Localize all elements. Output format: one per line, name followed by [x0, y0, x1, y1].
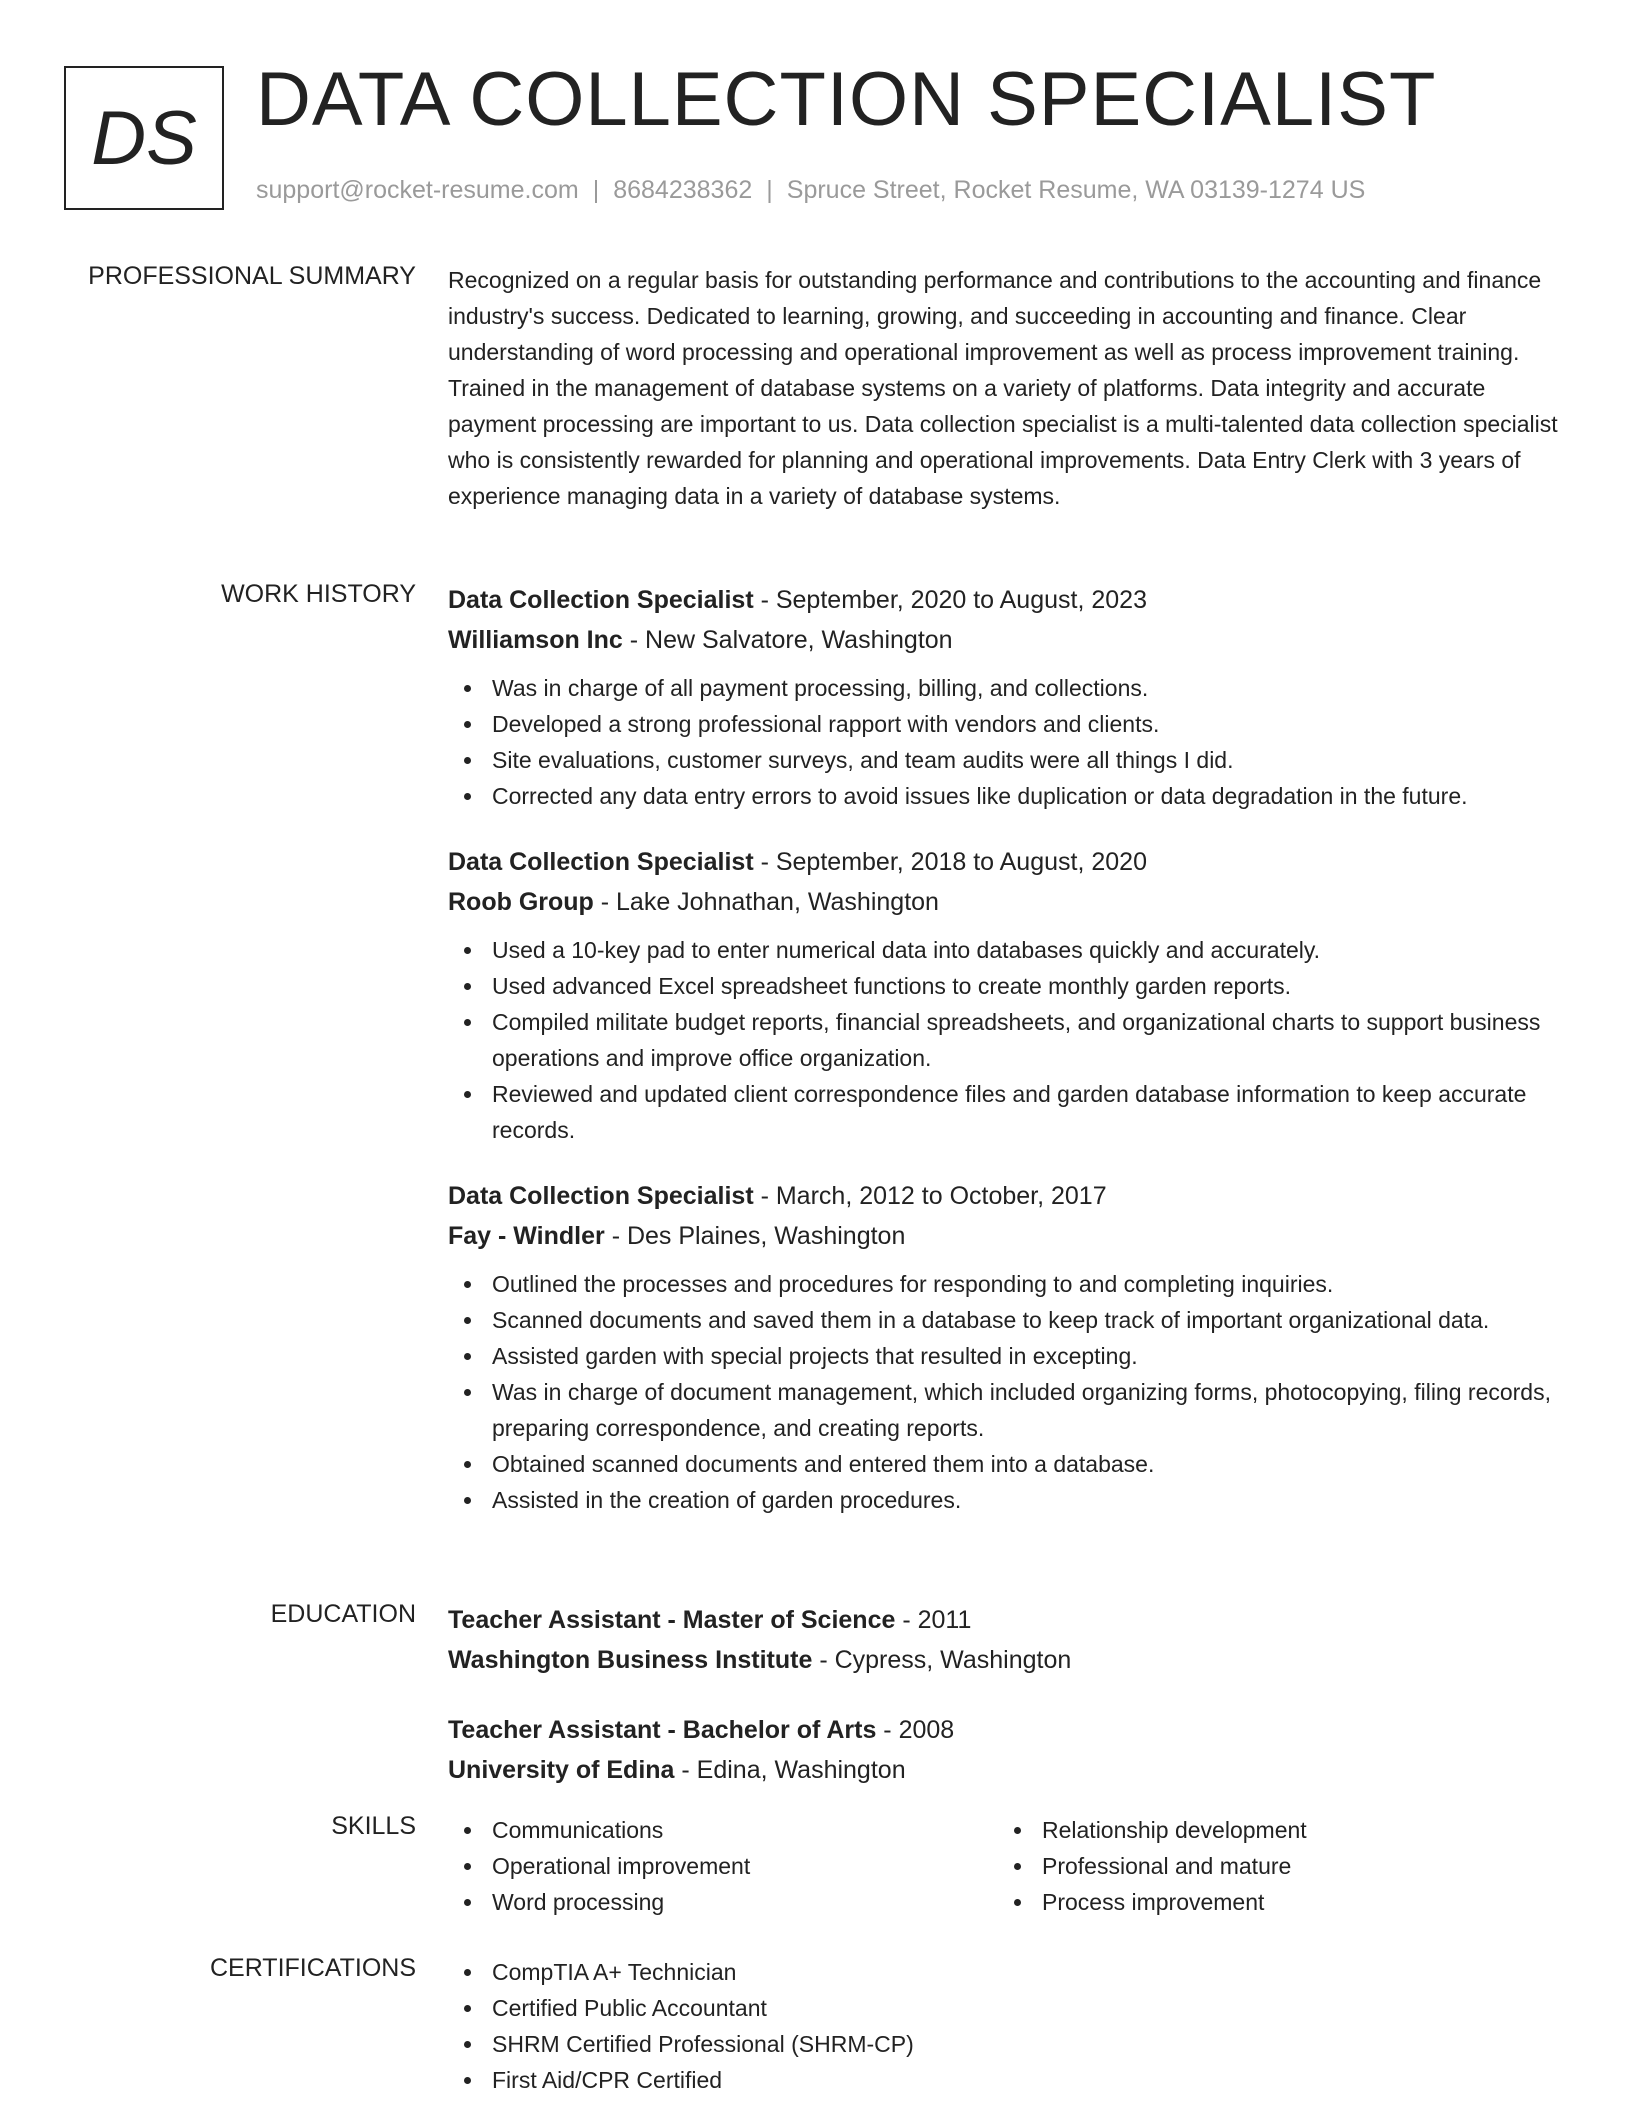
- section-title-work-history: WORK HISTORY: [221, 580, 416, 608]
- list-item: Word processing: [448, 1884, 998, 1920]
- list-item: Used advanced Excel spreadsheet functions to create monthly garden reports.: [448, 968, 1558, 1004]
- list-item: Developed a strong professional rapport with vendors and clients.: [448, 706, 1558, 742]
- section-title-summary: PROFESSIONAL SUMMARY: [88, 262, 416, 290]
- education-location: - Cypress, Washington: [812, 1646, 1072, 1674]
- list-item: Process improvement: [998, 1884, 1548, 1920]
- education-degree: Teacher Assistant - Bachelor of Arts: [448, 1716, 877, 1744]
- list-item: Was in charge of all payment processing, billing, and collections.: [448, 670, 1558, 706]
- job-bullets: [448, 1266, 1558, 1518]
- list-item: Scanned documents and saved them in a database to keep track of important organizational data.: [448, 1302, 1558, 1338]
- list-item: Certified Public Accountant: [448, 1990, 1558, 2026]
- monogram-logo: [64, 66, 224, 210]
- contact-phone[interactable]: 8684238362: [613, 176, 753, 204]
- job-company: Roob Group: [448, 888, 594, 916]
- job-role: Data Collection Specialist: [448, 1182, 754, 1210]
- list-item: Obtained scanned documents and entered them into a database.: [448, 1446, 1558, 1482]
- list-item: Outlined the processes and procedures for responding to and completing inquiries.: [448, 1266, 1558, 1302]
- education-school-line: [448, 1640, 1558, 1680]
- job-bullets: [448, 670, 1558, 814]
- job-entry: [448, 1176, 1558, 1518]
- contact-separator: |: [592, 176, 600, 204]
- job-company: Fay - Windler: [448, 1222, 605, 1250]
- section-title-skills: SKILLS: [331, 1812, 416, 1840]
- section-title-education: EDUCATION: [270, 1600, 416, 1628]
- job-title-line: [448, 580, 1558, 620]
- education-location: - Edina, Washington: [674, 1756, 906, 1784]
- list-item: Assisted in the creation of garden procedures.: [448, 1482, 1558, 1518]
- job-dates: - March, 2012 to October, 2017: [753, 1182, 1107, 1210]
- list-item: Used a 10-key pad to enter numerical data into databases quickly and accurately.: [448, 932, 1558, 968]
- list-item: First Aid/CPR Certified: [448, 2062, 1558, 2098]
- list-item: CompTIA A+ Technician: [448, 1954, 1558, 1990]
- education-entry: [448, 1710, 1558, 1790]
- education-entry: [448, 1600, 1558, 1680]
- work-history-list: [448, 580, 1558, 1546]
- education-degree-line: [448, 1600, 1558, 1640]
- job-dates: - September, 2020 to August, 2023: [753, 586, 1147, 614]
- job-role: Data Collection Specialist: [448, 848, 754, 876]
- education-degree: Teacher Assistant - Master of Science: [448, 1606, 896, 1634]
- monogram-text: DS: [91, 95, 197, 181]
- list-item: Reviewed and updated client correspondence files and garden database information to keep accurate records.: [448, 1076, 1558, 1148]
- list-item: Compiled militate budget reports, financial spreadsheets, and organizational charts to support business operations and improve office organization.: [448, 1004, 1558, 1076]
- certifications-list: [448, 1954, 1558, 2098]
- education-school: University of Edina: [448, 1756, 675, 1784]
- job-title-line: [448, 842, 1558, 882]
- education-degree-line: [448, 1710, 1558, 1750]
- summary-text: Recognized on a regular basis for outstanding performance and contributions to the accounting and finance industry's success. Dedicated to learning, growing, and succeeding in accounting and finance. Clear understanding of word processing and operational improvement as well as process improvement training. Trained in the management of database systems on a variety of platforms. Data integrity and accurate payment processing are important to us. Data collection specialist is a multi-talented data collection specialist who is consistently rewarded for planning and operational improvements. Data Entry Clerk with 3 years of experience managing data in a variety of database systems.: [448, 267, 1558, 509]
- contact-email[interactable]: support@rocket-resume.com: [256, 176, 579, 204]
- job-company-line: [448, 882, 1558, 922]
- job-company-line: [448, 620, 1558, 660]
- job-location: - Des Plaines, Washington: [604, 1222, 906, 1250]
- contact-address: Spruce Street, Rocket Resume, WA 03139-1274 US: [786, 176, 1366, 204]
- skills-column-left: [448, 1812, 998, 1920]
- education-school-line: [448, 1750, 1558, 1790]
- list-item: Communications: [448, 1812, 998, 1848]
- job-title-line: [448, 1176, 1558, 1216]
- job-bullets: [448, 932, 1558, 1148]
- job-role: Data Collection Specialist: [448, 586, 754, 614]
- job-entry: [448, 842, 1558, 1148]
- list-item: Corrected any data entry errors to avoid issues like duplication or data degradation in the future.: [448, 778, 1558, 814]
- page-title: DATA COLLECTION SPECIALIST: [256, 57, 1437, 142]
- certifications-bullets: [448, 1954, 1558, 2098]
- section-title-certifications: CERTIFICATIONS: [209, 1954, 416, 1982]
- education-school: Washington Business Institute: [448, 1646, 813, 1674]
- job-company: Williamson Inc: [448, 626, 623, 654]
- list-item: Relationship development: [998, 1812, 1548, 1848]
- list-item: Operational improvement: [448, 1848, 998, 1884]
- list-item: Professional and mature: [998, 1848, 1548, 1884]
- job-location: - New Salvatore, Washington: [622, 626, 953, 654]
- education-list: [448, 1600, 1558, 1820]
- contact-separator: |: [766, 176, 773, 204]
- contact-line: [256, 176, 1365, 205]
- job-location: - Lake Johnathan, Washington: [593, 888, 939, 916]
- job-company-line: [448, 1216, 1558, 1256]
- job-dates: - September, 2018 to August, 2020: [753, 848, 1147, 876]
- education-year: - 2011: [895, 1606, 972, 1634]
- skills-grid: [448, 1812, 1558, 1920]
- list-item: Was in charge of document management, which included organizing forms, photocopying, filing records, preparing correspondence, and creating reports.: [448, 1374, 1558, 1446]
- list-item: Assisted garden with special projects that resulted in excepting.: [448, 1338, 1558, 1374]
- list-item: SHRM Certified Professional (SHRM-CP): [448, 2026, 1558, 2062]
- education-year: - 2008: [876, 1716, 955, 1744]
- skills-column-right: [998, 1812, 1548, 1920]
- list-item: Site evaluations, customer surveys, and team audits were all things I did.: [448, 742, 1558, 778]
- job-entry: [448, 580, 1558, 814]
